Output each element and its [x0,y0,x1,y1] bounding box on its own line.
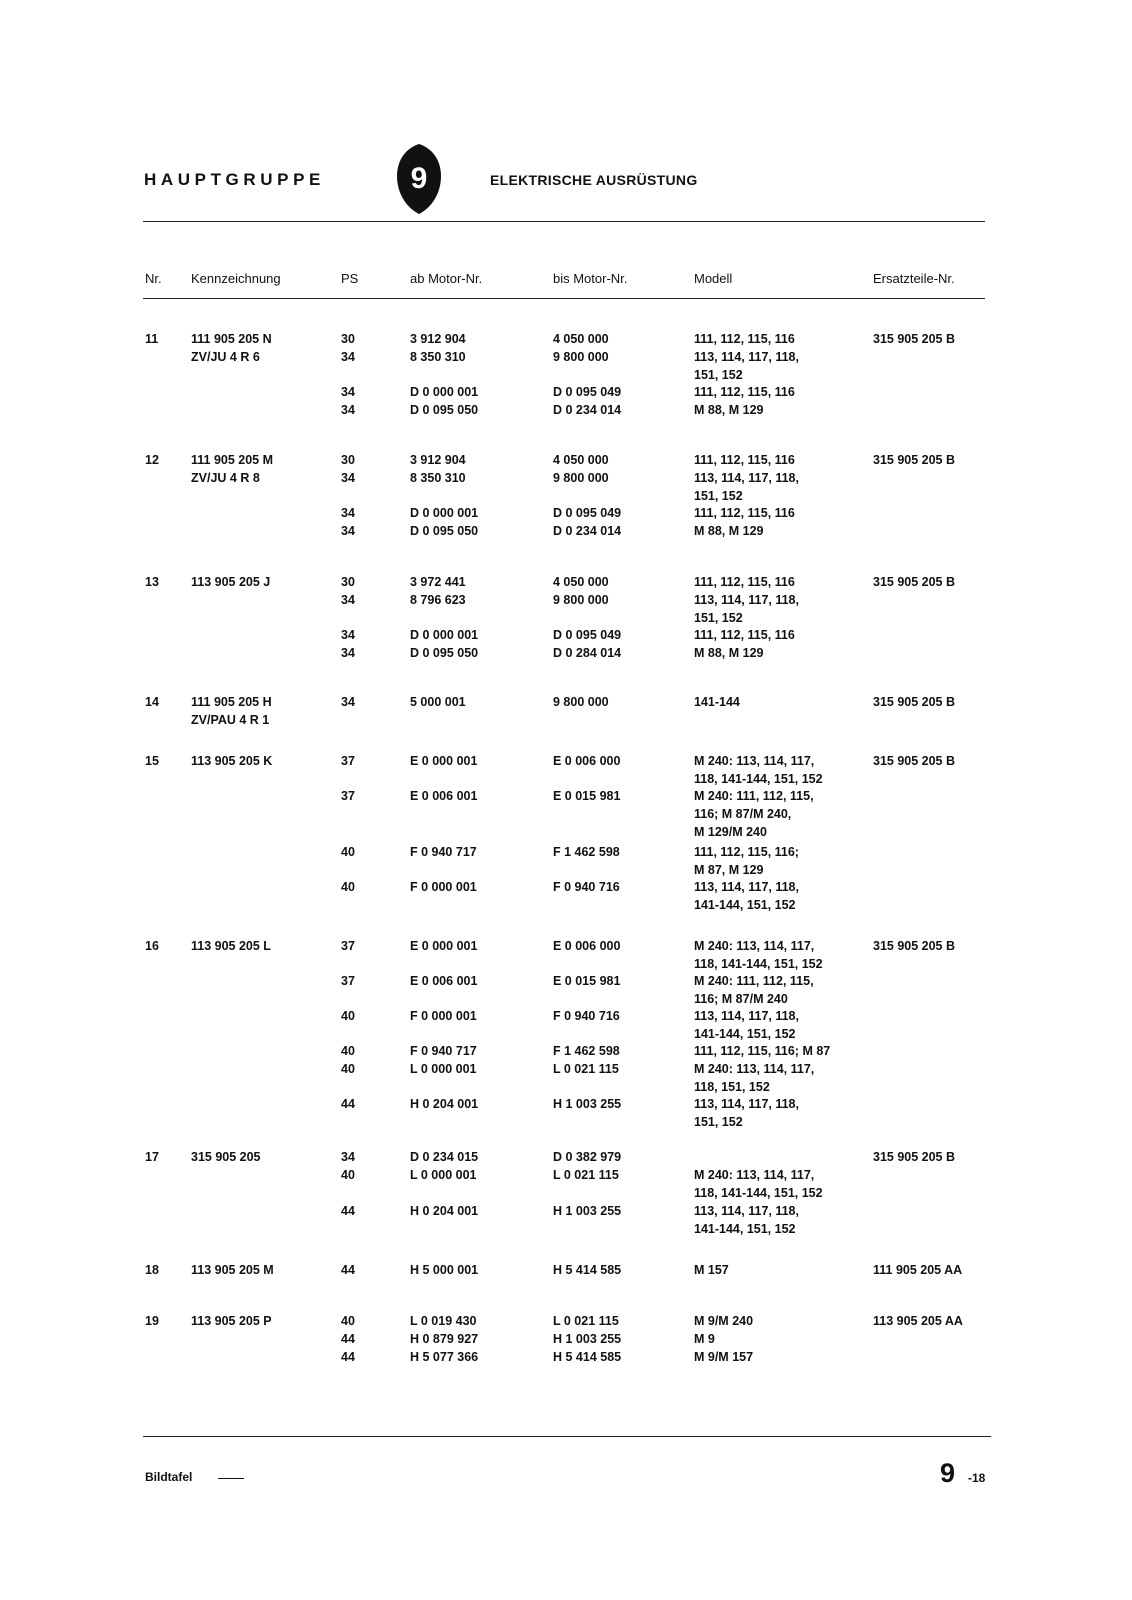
bis-motor-cell: 4 050 000 [553,453,609,467]
row-number: 17 [145,1150,159,1164]
bildtafel-label: Bildtafel [145,1470,193,1484]
bis-motor-cell: D 0 234 014 [553,524,622,538]
bis-motor-cell: 4 050 000 [553,575,609,589]
ps-cell: 34 [341,385,355,399]
main-group-label: HAUPTGRUPPE [144,170,325,189]
ersatzteil-cell: 113 905 205 AA [873,1314,963,1328]
bis-motor-cell: D 0 234 014 [553,403,622,417]
ab-motor-cell: F 0 940 717 [410,1044,477,1058]
kennzeichnung-cell: 113 905 205 K [191,754,273,768]
modell-cell: M 88, M 129 [694,403,764,417]
ab-motor-cell: H 0 204 001 [410,1204,479,1218]
modell-cell: 151, 152 [694,611,743,625]
ps-cell: 34 [341,524,355,538]
modell-cell: 118, 141-144, 151, 152 [694,1186,823,1200]
ab-motor-cell: E 0 000 001 [410,939,478,953]
ps-cell: 40 [341,880,355,894]
row-number: 18 [145,1263,159,1277]
bis-motor-cell: D 0 095 049 [553,628,622,642]
row-number: 11 [145,332,159,346]
ab-motor-cell: H 5 077 366 [410,1350,479,1364]
modell-cell: 141-144, 151, 152 [694,1027,796,1041]
ab-motor-cell: D 0 095 050 [410,646,479,660]
modell-cell: 151, 152 [694,368,743,382]
col-header-ps: PS [341,271,359,286]
modell-cell: 113, 114, 117, 118, [694,471,799,485]
bis-motor-cell: H 1 003 255 [553,1097,622,1111]
ps-cell: 34 [341,506,355,520]
modell-cell: M 157 [694,1263,729,1277]
ps-cell: 30 [341,453,355,467]
section-title: ELEKTRISCHE AUSRÜSTUNG [490,172,698,188]
ps-cell: 44 [341,1332,355,1346]
kennzeichnung-cell: ZV/JU 4 R 6 [191,350,260,364]
modell-cell: 141-144, 151, 152 [694,898,796,912]
ps-cell: 44 [341,1097,355,1111]
column-header-divider [143,298,985,299]
ps-cell: 34 [341,1150,355,1164]
ps-cell: 40 [341,1168,355,1182]
ab-motor-cell: D 0 000 001 [410,506,479,520]
ab-motor-cell: D 0 095 050 [410,403,479,417]
modell-cell: M 240: 111, 112, 115, [694,789,814,803]
ab-motor-cell: 5 000 001 [410,695,466,709]
bis-motor-cell: L 0 021 115 [553,1168,619,1182]
ab-motor-cell: 8 350 310 [410,471,466,485]
group-number: 9 [410,162,428,195]
modell-cell: 111, 112, 115, 116 [694,506,795,520]
col-header-nr: Nr. [145,271,162,286]
ab-motor-cell: D 0 234 015 [410,1150,479,1164]
header-divider [143,221,985,222]
ab-motor-cell: D 0 000 001 [410,385,479,399]
modell-cell: M 240: 113, 114, 117, [694,1062,815,1076]
ps-cell: 44 [341,1263,355,1277]
ps-cell: 34 [341,646,355,660]
modell-cell: 141-144, 151, 152 [694,1222,796,1236]
bis-motor-cell: E 0 006 000 [553,754,621,768]
bis-motor-cell: 9 800 000 [553,695,609,709]
ps-cell: 34 [341,350,355,364]
row-number: 15 [145,754,159,768]
kennzeichnung-cell: ZV/PAU 4 R 1 [191,713,270,727]
modell-cell: M 240: 113, 114, 117, [694,939,815,953]
kennzeichnung-cell: 111 905 205 H [191,695,272,709]
bis-motor-cell: 4 050 000 [553,332,609,346]
ps-cell: 40 [341,1044,355,1058]
modell-cell: 113, 114, 117, 118, [694,593,799,607]
row-number: 19 [145,1314,159,1328]
modell-cell: 113, 114, 117, 118, [694,350,799,364]
modell-cell: 113, 114, 117, 118, [694,880,799,894]
bis-motor-cell: F 0 940 716 [553,880,620,894]
col-header-ersatzteil: Ersatzteile-Nr. [873,271,955,286]
ps-cell: 40 [341,845,355,859]
ps-cell: 40 [341,1062,355,1076]
kennzeichnung-cell: 315 905 205 [191,1150,261,1164]
bis-motor-cell: 9 800 000 [553,350,609,364]
ab-motor-cell: D 0 000 001 [410,628,479,642]
kennzeichnung-cell: 113 905 205 J [191,575,271,589]
col-header-kennzeichnung: Kennzeichnung [191,271,281,286]
bis-motor-cell: L 0 021 115 [553,1314,619,1328]
ab-motor-cell: 3 972 441 [410,575,466,589]
modell-cell: M 9/M 157 [694,1350,754,1364]
ps-cell: 34 [341,628,355,642]
kennzeichnung-cell: ZV/JU 4 R 8 [191,471,260,485]
footer-divider [143,1436,991,1437]
ab-motor-cell: H 5 000 001 [410,1263,479,1277]
modell-cell: 111, 112, 115, 116; M 87 [694,1044,831,1058]
modell-cell: 141-144 [694,695,740,709]
modell-cell: M 9 [694,1332,715,1346]
bis-motor-cell: L 0 021 115 [553,1062,619,1076]
group-number-badge-icon [396,142,442,216]
modell-cell: M 129/M 240 [694,825,767,839]
bis-motor-cell: D 0 095 049 [553,506,622,520]
modell-cell: 111, 112, 115, 116; [694,845,799,859]
bildtafel-dash [218,1478,244,1479]
page-number-main: 9 [940,1458,956,1488]
modell-cell: M 9/M 240 [694,1314,754,1328]
ersatzteil-cell: 111 905 205 AA [873,1263,963,1277]
kennzeichnung-cell: 113 905 205 M [191,1263,274,1277]
modell-cell: 116; M 87/M 240 [694,992,788,1006]
modell-cell: 118, 141-144, 151, 152 [694,957,823,971]
ersatzteil-cell: 315 905 205 B [873,939,956,953]
page-number-sub: -18 [968,1471,986,1485]
ps-cell: 34 [341,593,355,607]
bis-motor-cell: E 0 015 981 [553,789,621,803]
modell-cell: M 88, M 129 [694,646,764,660]
bis-motor-cell: E 0 006 000 [553,939,621,953]
ab-motor-cell: D 0 095 050 [410,524,479,538]
modell-cell: M 240: 113, 114, 117, [694,1168,815,1182]
row-number: 12 [145,453,159,467]
ps-cell: 34 [341,471,355,485]
bis-motor-cell: F 1 462 598 [553,845,620,859]
ersatzteil-cell: 315 905 205 B [873,695,956,709]
col-header-ab-motor: ab Motor-Nr. [410,271,483,286]
ab-motor-cell: E 0 000 001 [410,754,478,768]
bis-motor-cell: H 5 414 585 [553,1263,622,1277]
ersatzteil-cell: 315 905 205 B [873,754,956,768]
modell-cell: 116; M 87/M 240, [694,807,792,821]
modell-cell: 113, 114, 117, 118, [694,1204,799,1218]
ps-cell: 44 [341,1204,355,1218]
bis-motor-cell: H 1 003 255 [553,1332,622,1346]
bis-motor-cell: H 1 003 255 [553,1204,622,1218]
ps-cell: 37 [341,789,355,803]
ps-cell: 44 [341,1350,355,1364]
ersatzteil-cell: 315 905 205 B [873,575,956,589]
kennzeichnung-cell: 113 905 205 P [191,1314,272,1328]
modell-cell: 111, 112, 115, 116 [694,332,795,346]
ab-motor-cell: 3 912 904 [410,332,466,346]
col-header-modell: Modell [694,271,733,286]
modell-cell: M 87, M 129 [694,863,764,877]
ps-cell: 34 [341,403,355,417]
ab-motor-cell: 3 912 904 [410,453,466,467]
ps-cell: 34 [341,695,355,709]
ps-cell: 37 [341,754,355,768]
modell-cell: M 240: 113, 114, 117, [694,754,815,768]
ersatzteil-cell: 315 905 205 B [873,1150,956,1164]
modell-cell: M 240: 111, 112, 115, [694,974,814,988]
modell-cell: 111, 112, 115, 116 [694,453,795,467]
kennzeichnung-cell: 113 905 205 L [191,939,271,953]
ab-motor-cell: F 0 940 717 [410,845,477,859]
ab-motor-cell: 8 350 310 [410,350,466,364]
ab-motor-cell: 8 796 623 [410,593,466,607]
ps-cell: 30 [341,332,355,346]
bis-motor-cell: 9 800 000 [553,593,609,607]
ab-motor-cell: E 0 006 001 [410,789,478,803]
bis-motor-cell: F 1 462 598 [553,1044,620,1058]
ab-motor-cell: F 0 000 001 [410,1009,477,1023]
bis-motor-cell: H 5 414 585 [553,1350,622,1364]
modell-cell: 111, 112, 115, 116 [694,628,795,642]
ab-motor-cell: E 0 006 001 [410,974,478,988]
kennzeichnung-cell: 111 905 205 N [191,332,272,346]
col-header-bis-motor: bis Motor-Nr. [553,271,628,286]
modell-cell: M 88, M 129 [694,524,764,538]
ab-motor-cell: L 0 019 430 [410,1314,477,1328]
ab-motor-cell: L 0 000 001 [410,1168,477,1182]
bis-motor-cell: D 0 095 049 [553,385,622,399]
row-number: 14 [145,695,159,709]
bis-motor-cell: F 0 940 716 [553,1009,620,1023]
row-number: 16 [145,939,159,953]
ps-cell: 37 [341,939,355,953]
modell-cell: 118, 151, 152 [694,1080,770,1094]
bis-motor-cell: 9 800 000 [553,471,609,485]
modell-cell: 113, 114, 117, 118, [694,1097,799,1111]
modell-cell: 118, 141-144, 151, 152 [694,772,823,786]
ps-cell: 40 [341,1314,355,1328]
modell-cell: 111, 112, 115, 116 [694,575,795,589]
ab-motor-cell: H 0 879 927 [410,1332,479,1346]
ps-cell: 40 [341,1009,355,1023]
ab-motor-cell: H 0 204 001 [410,1097,479,1111]
ps-cell: 30 [341,575,355,589]
ersatzteil-cell: 315 905 205 B [873,453,956,467]
kennzeichnung-cell: 111 905 205 M [191,453,274,467]
modell-cell: 151, 152 [694,489,743,503]
ab-motor-cell: L 0 000 001 [410,1062,477,1076]
bis-motor-cell: D 0 284 014 [553,646,622,660]
ab-motor-cell: F 0 000 001 [410,880,477,894]
row-number: 13 [145,575,159,589]
modell-cell: 151, 152 [694,1115,743,1129]
bis-motor-cell: D 0 382 979 [553,1150,622,1164]
ersatzteil-cell: 315 905 205 B [873,332,956,346]
ps-cell: 37 [341,974,355,988]
modell-cell: 111, 112, 115, 116 [694,385,795,399]
bis-motor-cell: E 0 015 981 [553,974,621,988]
modell-cell: 113, 114, 117, 118, [694,1009,799,1023]
